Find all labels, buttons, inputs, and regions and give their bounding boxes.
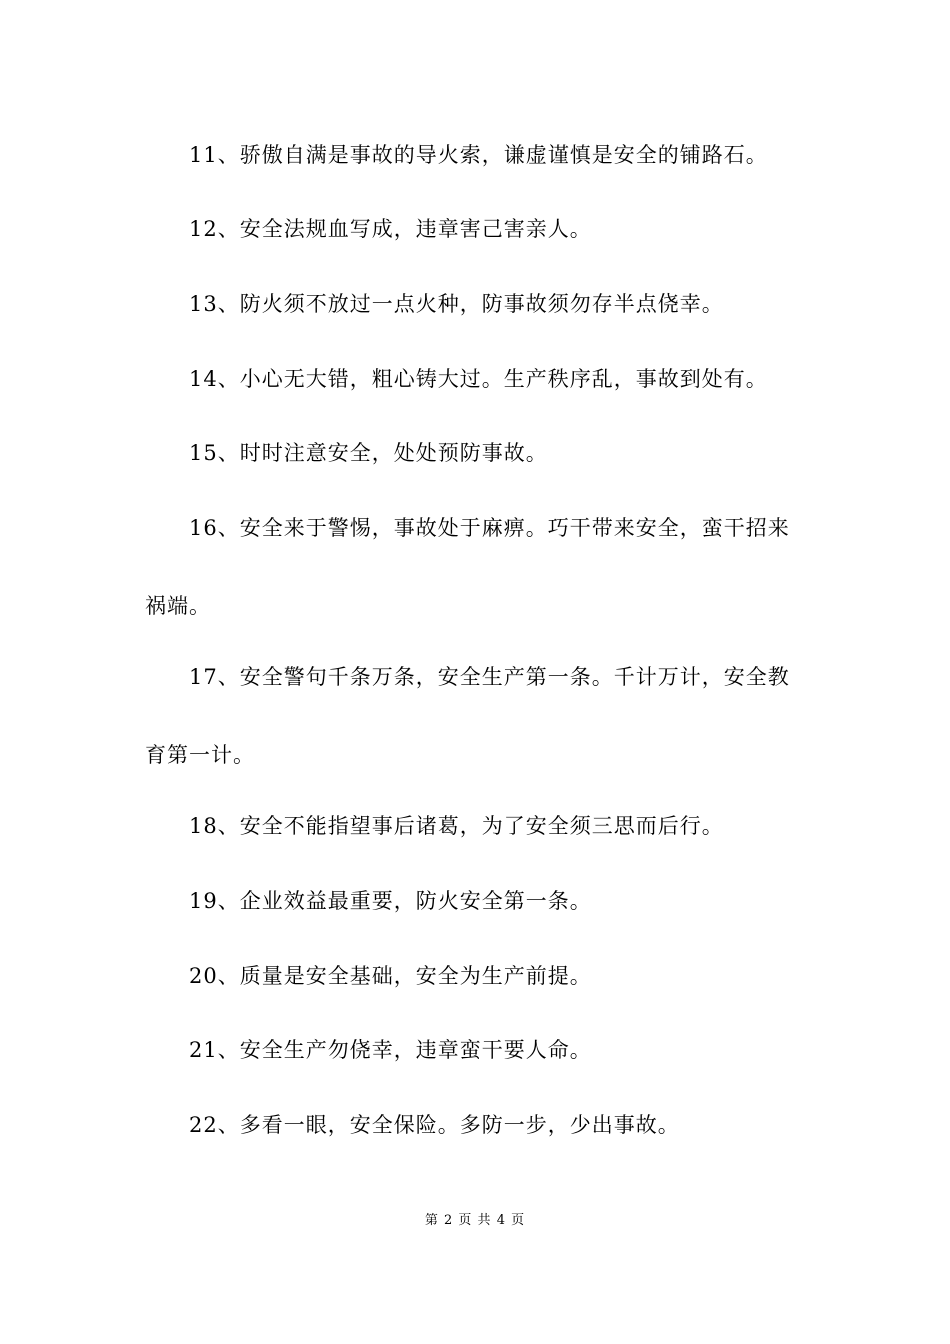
- list-item: 12、安全法规血写成，违章害己害亲人。: [189, 217, 592, 241]
- list-item: 11、骄傲自满是事故的导火索，谦虚谨慎是安全的铺路石。: [189, 143, 768, 167]
- list-item: 22、多看一眼，安全保险。多防一步，少出事故。: [189, 1113, 680, 1137]
- list-item: 13、防火须不放过一点火种，防事故须勿存半点侥幸。: [189, 292, 724, 316]
- list-item: 18、安全不能指望事后诸葛，为了安全须三思而后行。: [189, 814, 724, 838]
- list-item: 14、小心无大错，粗心铸大过。生产秩序乱，事故到处有。: [189, 367, 768, 391]
- list-item: 21、安全生产勿侥幸，违章蛮干要人命。: [189, 1038, 592, 1062]
- list-item: 17、安全警句千条万条，安全生产第一条。千计万计，安全教育第一计。: [145, 665, 790, 767]
- list-item: 19、企业效益最重要，防火安全第一条。: [189, 889, 592, 913]
- list-item: 20、质量是安全基础，安全为生产前提。: [189, 964, 592, 988]
- list-item: 15、时时注意安全，处处预防事故。: [189, 441, 548, 465]
- page-footer: 第 2 页 共 4 页: [424, 1213, 526, 1228]
- list-item: 16、安全来于警惕，事故处于麻痹。巧干带来安全，蛮干招来祸端。: [145, 516, 790, 618]
